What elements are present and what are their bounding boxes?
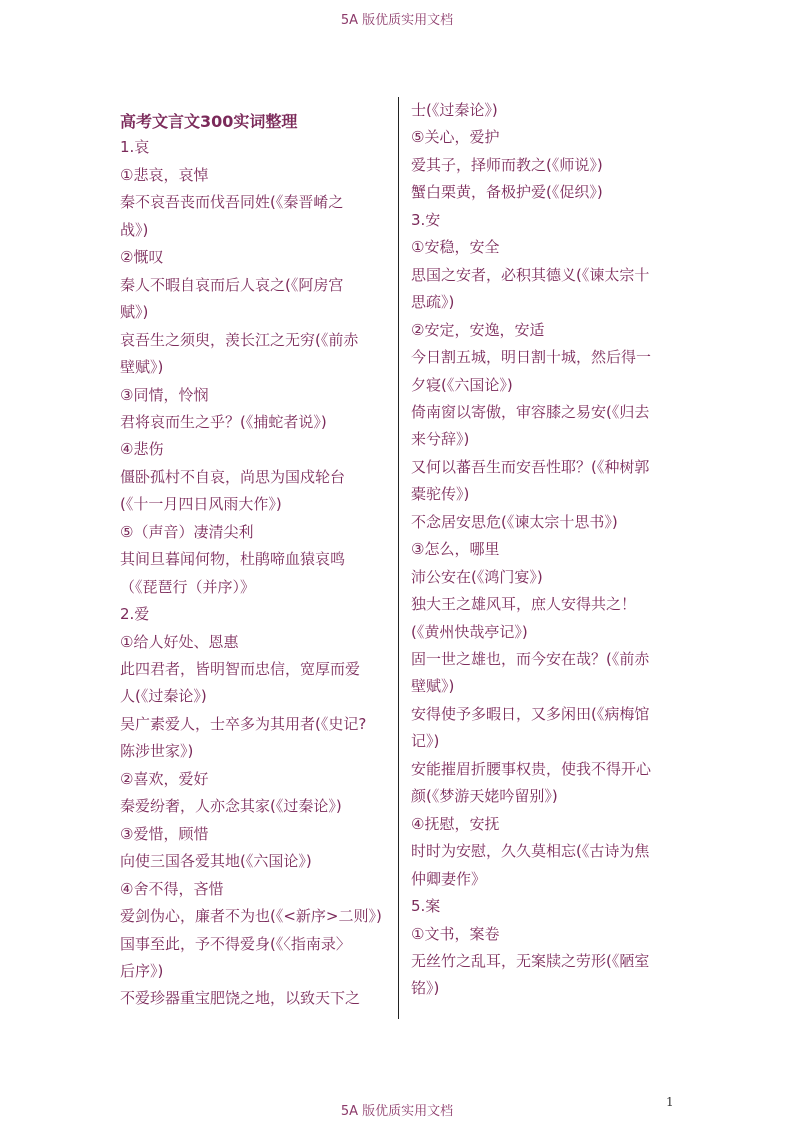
example-line: 赋》): [120, 303, 149, 322]
sense-line: ⑤关心，爱护: [411, 128, 500, 147]
example-line: 记》): [411, 732, 440, 751]
sense-line: ④悲伤: [120, 440, 164, 459]
example-line: 独大王之雄风耳，庶人安得共之！: [411, 595, 637, 614]
example-line: 蟹白栗黄，备极护爱(《促织》): [411, 183, 603, 202]
sense-line: ①给人好处、恩惠: [120, 632, 239, 651]
example-line: 陈涉世家》): [120, 742, 194, 761]
example-line: (《黄州快哉亭记》): [411, 622, 528, 641]
sense-line: ④舍不得，吝惜: [120, 879, 224, 898]
example-line: 僵卧孤村不自哀，尚思为国戍轮台: [120, 467, 346, 486]
example-line: 壁赋》): [411, 677, 455, 696]
entry-heading: 5.案: [411, 897, 441, 916]
example-line: 爱剑伪心，廉者不为也(《<新序>二则》): [120, 907, 382, 926]
sense-line: ⑤（声音）凄清尖利: [120, 522, 254, 541]
sense-line: ④抚慰，安抚: [411, 814, 500, 833]
example-line: 沛公安在(《鸿门宴》): [411, 567, 543, 586]
sense-line: ②慨叹: [120, 248, 164, 267]
example-line: 仲卿妻作》: [411, 869, 487, 888]
example-line: 战》): [120, 220, 149, 239]
page-footer: 5A 版优质实用文档: [340, 1104, 454, 1119]
sense-line: ③怎么，哪里: [411, 540, 500, 559]
column-divider: [398, 97, 399, 1019]
example-line: 国事至此，予不得爱身(《〈指南录〉: [120, 934, 351, 953]
example-line: 思疏》): [411, 293, 455, 312]
example-line: 倚南窗以寄傲，审容膝之易安(《归去: [411, 402, 650, 421]
example-line: 吴广素爱人，士卒多为其用者(《史记?: [120, 714, 367, 733]
page-header: 5A 版优质实用文档: [340, 13, 454, 28]
example-line: 又何以蕃吾生而安吾性耶？(《种树郭: [411, 457, 650, 476]
example-line: 不念居安思危(《谏太宗十思书》): [411, 512, 618, 531]
sense-line: ③爱惜，顾惜: [120, 824, 209, 843]
example-line: 橐驼传》): [411, 485, 470, 504]
entry-heading: 2.爱: [120, 605, 150, 624]
example-line: 其间旦暮闻何物，杜鹃啼血猿哀鸣: [120, 550, 346, 569]
example-line: 秦人不暇自哀而后人哀之(《阿房宫: [120, 275, 344, 294]
example-line: 夕寝(《六国论》): [411, 375, 513, 394]
example-line: 向使三国各爱其地(《六国论》): [120, 852, 312, 871]
example-line: 不爱珍器重宝肥饶之地，以致天下之: [120, 989, 361, 1008]
example-line: 此四君者，皆明智而忠信，宽厚而爱: [120, 660, 361, 678]
example-line: 来兮辞》): [411, 430, 470, 449]
document-title: 高考文言文300实词整理: [120, 112, 298, 131]
sense-line: ①安稳，安全: [411, 238, 500, 257]
sense-line: ②喜欢，爱好: [120, 769, 209, 788]
sense-line: ③同情，怜悯: [120, 385, 209, 404]
sense-line: ①悲哀，哀悼: [120, 165, 209, 184]
example-line: 秦爱纷奢，人亦念其家(《过秦论》): [120, 797, 342, 816]
entry-heading: 3.安: [411, 210, 441, 229]
example-line: 哀吾生之须臾，羡长江之无穷(《前赤: [120, 330, 359, 349]
example-line: 铭》): [411, 979, 440, 998]
example-line: 秦不哀吾丧而伐吾同姓(《秦晋崤之: [120, 193, 344, 212]
page-number: 1: [666, 1095, 674, 1109]
example-line: 后序》): [120, 961, 164, 980]
example-line: 人(《过秦论》): [120, 687, 207, 706]
entry-heading: 1.哀: [120, 138, 150, 157]
example-line: 安能摧眉折腰事权贵，使我不得开心: [411, 759, 652, 778]
example-line: 今日割五城，明日割十城，然后得一: [411, 348, 652, 367]
example-line: 时时为安慰，久久莫相忘(《古诗为焦: [411, 842, 650, 861]
example-line: 君将哀而生之乎？(《捕蛇者说》): [120, 412, 327, 431]
example-line: 颜(《梦游天姥吟留别》): [411, 787, 558, 806]
example-line: 思国之安者，必积其德义(《谏太宗十: [411, 265, 650, 284]
example-line: 壁赋》): [120, 358, 164, 377]
example-line: 安得使予多暇日，又多闲田(《病梅馆: [411, 704, 650, 723]
example-line: 无丝竹之乱耳，无案牍之劳形(《陋室: [411, 951, 650, 970]
example-line: (《十一月四日风雨大作》): [120, 495, 282, 514]
example-line: 士(《过秦论》): [411, 101, 498, 119]
example-line: （《琵琶行（并序）》: [120, 577, 256, 596]
example-line: 爱其子，择师而教之(《师说》): [411, 155, 603, 174]
sense-line: ①文书，案卷: [411, 924, 500, 943]
example-line: 固一世之雄也，而今安在哉？(《前赤: [411, 650, 650, 668]
sense-line: ②安定，安逸，安适: [411, 320, 545, 339]
